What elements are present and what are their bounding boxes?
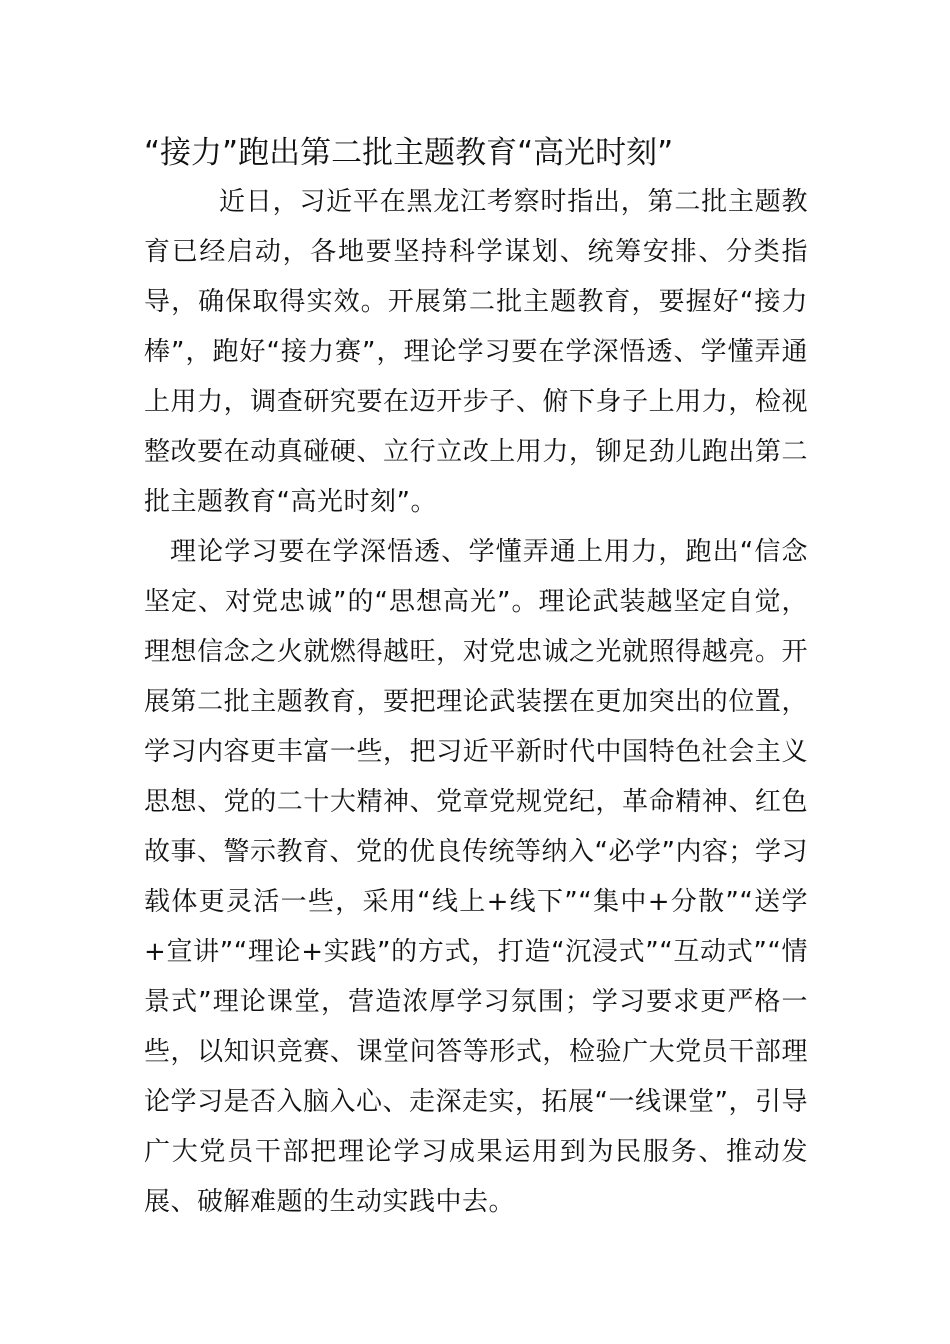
paragraph-2: 理论学习要在学深悟透、学懂弄通上用力，跑出“信念坚定、对党忠诚”的“思想高光”。理论武装越坚定自觉，理想信念之火就燃得越旺，对党忠诚之光就照得越亮。开展第二批主题教育，要把理论武装摆在更加突出的位置，学习内容更丰富一些，把习近平新时代中国特色社会主义思想、党的二十大精神、党章党规党纪，革命精神、红色故事、警示教育、党的优良传统等纳入“必学”内容；学习载体更灵活一些，采用“线上+线下”“集中+分散”“送学+宣讲”“理论+实践”的方式，打造“沉浸式”“互动式”“情景式”理论课堂，营造浓厚学习氛围；学习要求更严格一些，以知识竞赛、课堂问答等形式，检验广大党员干部理论学习是否入脑入心、走深走实，拓展“一线课堂”，引导广大党员干部把理论学习成果运用到为民服务、推动发展、破解难题的生动实践中去。 [144, 537, 808, 1217]
paragraph-1: 近日，习近平在黑龙江考察时指出，第二批主题教育已经启动，各地要坚持科学谋划、统筹安排、分类指导，确保取得实效。开展第二批主题教育，要握好“接力棒”，跑好“接力赛”，理论学习要在学深悟透、学懂弄通上用力，调查研究要在迈开步子、俯下身子上用力，检视整改要在动真碰硬、立行立改上用力，铆足劲儿跑出第二批主题教育“高光时刻”。 [144, 187, 808, 517]
document-title: “接力”跑出第二批主题教育“高光时刻” [144, 135, 674, 171]
